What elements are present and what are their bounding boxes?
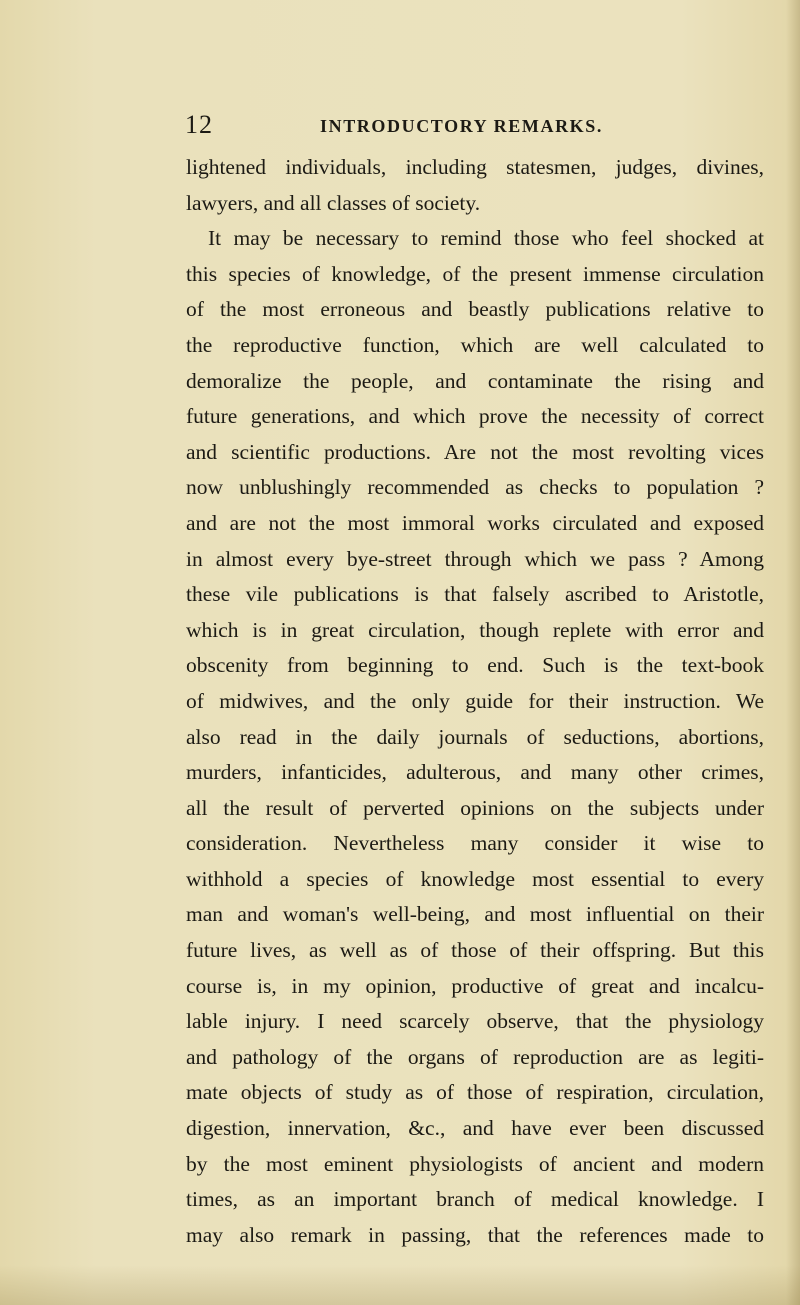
text-line: and scientific productions. Are not the most revolting vices	[186, 439, 764, 464]
text-line: the reproductive function, which are well calculated to	[186, 332, 764, 357]
paragraph-2	[186, 221, 764, 1253]
page-number: 12	[185, 110, 213, 139]
text-line: future lives, as well as of those of their offspring. But this	[186, 938, 764, 963]
text-line: murders, infanticides, adulterous, and many other crimes,	[186, 760, 764, 785]
text-line: man and woman's well-being, and most influential on their	[186, 902, 764, 927]
text-line: withhold a species of knowledge most essential to every	[186, 866, 764, 891]
page-bottom-shadow	[0, 1265, 800, 1305]
text-line: of the most erroneous and beastly publications relative to	[186, 297, 764, 322]
text-line: now unblushingly recommended as checks to population ?	[186, 475, 764, 500]
body-text	[186, 150, 764, 1253]
text-line: consideration. Nevertheless many consider it wise to	[186, 831, 764, 856]
text-line: which is in great circulation, though replete with error and	[186, 617, 764, 642]
text-line: digestion, innervation, &c., and have ever been discussed	[186, 1116, 764, 1141]
text-line: course is, in my opinion, productive of great and incalcu-	[186, 973, 764, 998]
text-line: in almost every bye-street through which we pass ? Among	[186, 546, 764, 571]
text-line: future generations, and which prove the necessity of correct	[186, 404, 764, 429]
text-line: and pathology of the organs of reproduction are as legiti-	[186, 1044, 764, 1069]
text-line: may also remark in passing, that the references made to	[186, 1222, 764, 1247]
text-line: by the most eminent physiologists of ancient and modern	[186, 1151, 764, 1176]
text-line: lawyers, and all classes of society.	[186, 190, 481, 215]
running-title: INTRODUCTORY REMARKS.	[320, 116, 603, 136]
text-line: It may be necessary to remind those who feel shocked at	[208, 226, 764, 251]
text-line: all the result of perverted opinions on the subjects under	[186, 795, 764, 820]
text-line: and are not the most immoral works circulated and exposed	[186, 510, 764, 535]
paragraph-1	[186, 150, 764, 221]
text-line: lable injury. I need scarcely observe, that the physiology	[186, 1009, 764, 1034]
text-line: also read in the daily journals of seductions, abortions,	[186, 724, 764, 749]
text-line: these vile publications is that falsely ascribed to Aristotle,	[186, 582, 764, 607]
text-line: lightened individuals, including statesmen, judges, divines,	[186, 155, 764, 179]
text-line: of midwives, and the only guide for their instruction. We	[186, 688, 764, 713]
page-edge-shadow	[786, 0, 800, 1305]
text-line: this species of knowledge, of the present immense circulation	[186, 261, 764, 286]
page-header	[185, 110, 745, 146]
text-line: mate objects of study as of those of respiration, circulation,	[186, 1080, 764, 1105]
text-line: obscenity from beginning to end. Such is the text-book	[186, 653, 764, 678]
text-line: demoralize the people, and contaminate the rising and	[186, 368, 764, 393]
text-line: times, as an important branch of medical knowledge. I	[186, 1187, 764, 1212]
